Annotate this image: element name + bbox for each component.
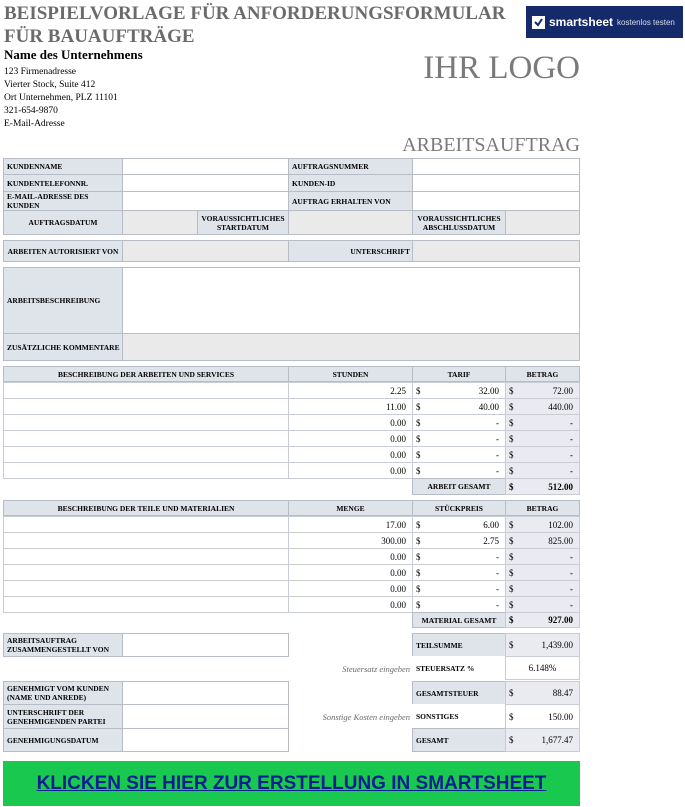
materials-row-rate-cell[interactable] <box>412 564 506 581</box>
materials-row-amount-value: - <box>570 599 573 610</box>
total-tax-label: GESAMTSTEUER <box>412 681 506 705</box>
labor-row-amount-cell <box>505 414 580 431</box>
materials-row-description-cell[interactable] <box>3 532 289 549</box>
email-address: E-Mail-Adresse <box>4 119 65 129</box>
materials-row-rate-cell[interactable] <box>412 516 506 533</box>
materials-row-amount-value: - <box>570 567 573 578</box>
materials-row-qty-cell[interactable]: 17.00 <box>288 516 413 533</box>
address-line: Ort Unternehmen, PLZ 11101 <box>4 93 118 103</box>
label-auftragsdatum: AUFTRAGSDATUM <box>3 210 123 235</box>
label-approved-by: GENEHMIGT VOM KUNDEN (NAME UND ANREDE) <box>3 681 123 705</box>
label-auftrag-erhalten: AUFTRAG ERHALTEN VON <box>288 191 413 211</box>
materials-total-value: 927.00 <box>548 615 573 625</box>
autorisiert-field[interactable] <box>122 240 289 262</box>
labor-row-rate-cell[interactable] <box>412 446 506 463</box>
materials-row-rate-cell[interactable] <box>412 548 506 565</box>
labor-row-description-cell[interactable] <box>3 462 289 479</box>
materials-header-description: BESCHREIBUNG DER TEILE UND MATERIALIEN <box>3 500 289 516</box>
materials-row-description-cell[interactable] <box>3 596 289 613</box>
labor-row-amount-value: 72.00 <box>552 385 573 396</box>
labor-row-amount-cell <box>505 398 580 415</box>
other-costs-input[interactable] <box>505 704 580 729</box>
labor-total-value: 512.00 <box>548 481 573 492</box>
materials-total-label: MATERIAL GESAMT <box>412 612 506 628</box>
currency-symbol: $ <box>416 519 421 530</box>
currency-symbol: $ <box>509 615 514 625</box>
labor-row-description-cell[interactable] <box>3 414 289 431</box>
subtotal-value: 1,439.00 <box>541 640 573 650</box>
subtotal <box>505 633 580 657</box>
labor-row-rate-cell[interactable] <box>412 414 506 431</box>
labor-row-rate-value: 32.00 <box>478 385 499 396</box>
materials-row-qty-cell[interactable]: 300.00 <box>288 532 413 549</box>
labor-row-qty-cell[interactable]: 11.00 <box>288 398 413 415</box>
labor-header-hours: STUNDEN <box>288 366 413 382</box>
kundenname-field[interactable] <box>122 158 289 175</box>
total-tax-value: 88.47 <box>552 688 573 698</box>
labor-row-rate-cell[interactable] <box>412 430 506 447</box>
tax-rate-hint: Steuersatz eingeben <box>342 664 410 674</box>
label-autorisiert: ARBEITEN AUTORISIERT VON <box>3 240 123 262</box>
materials-row-description-cell[interactable] <box>3 580 289 597</box>
currency-symbol: $ <box>416 385 421 396</box>
email-field[interactable] <box>122 191 289 211</box>
labor-row-rate-value: - <box>496 433 499 444</box>
materials-total <box>505 612 580 628</box>
approved-by-field[interactable] <box>122 681 289 705</box>
labor-row-rate-value: - <box>496 465 499 476</box>
currency-symbol: $ <box>509 551 514 562</box>
label-beschreibung: ARBEITSBESCHREIBUNG <box>3 267 123 334</box>
abschlussdatum-field[interactable] <box>505 210 580 235</box>
materials-row-amount-value: 825.00 <box>548 535 573 546</box>
label-signature: UNTERSCHRIFT DER GENEHMIGENDEN PARTEI <box>3 704 123 729</box>
labor-row-amount-value: - <box>570 465 573 476</box>
labor-row-amount-value: 440.00 <box>548 401 573 412</box>
materials-row-amount-cell <box>505 516 580 533</box>
currency-symbol: $ <box>509 640 514 650</box>
materials-row-qty-cell[interactable]: 0.00 <box>288 548 413 565</box>
currency-symbol: $ <box>509 599 514 610</box>
labor-row-rate-value: - <box>496 417 499 428</box>
startdatum-field[interactable] <box>288 210 413 235</box>
grand-total <box>505 728 580 752</box>
materials-row-amount-value: - <box>570 551 573 562</box>
label-abschlussdatum: VORAUSSICHTLICHES ABSCHLUSSDATUM <box>412 210 506 235</box>
materials-row-qty-cell[interactable]: 0.00 <box>288 580 413 597</box>
materials-row-amount-cell <box>505 580 580 597</box>
unterschrift-field[interactable] <box>412 240 580 262</box>
labor-row-amount-value: - <box>570 417 573 428</box>
materials-row-rate-value: - <box>496 567 499 578</box>
labor-header-rate: TARIF <box>412 366 506 382</box>
banner-brand: smartsheet <box>549 15 614 29</box>
labor-row-qty-cell[interactable]: 0.00 <box>288 414 413 431</box>
labor-row-amount-cell <box>505 430 580 447</box>
labor-row-rate-cell[interactable] <box>412 398 506 415</box>
materials-row-rate-cell[interactable] <box>412 532 506 549</box>
labor-total-label: ARBEIT GESAMT <box>412 478 506 495</box>
currency-symbol: $ <box>509 401 514 412</box>
currency-symbol: $ <box>416 433 421 444</box>
grand-total-value: 1,677.47 <box>541 735 573 745</box>
company-name: Name des Unternehmens <box>4 47 143 62</box>
materials-row-amount-value: 102.00 <box>548 519 573 530</box>
currency-symbol: $ <box>509 417 514 428</box>
currency-symbol: $ <box>509 481 514 492</box>
currency-symbol: $ <box>509 465 514 476</box>
label-kundenname: KUNDENNAME <box>3 158 123 175</box>
currency-symbol: $ <box>509 519 514 530</box>
address-line: 123 Firmenadresse <box>4 67 77 77</box>
materials-row-qty-cell[interactable]: 0.00 <box>288 596 413 613</box>
materials-row-description-cell[interactable] <box>3 548 289 565</box>
labor-row-rate-cell[interactable] <box>412 382 506 399</box>
labor-row-rate-value: 40.00 <box>478 401 499 412</box>
create-in-smartsheet-link[interactable]: KLICKEN SIE HIER ZUR ERSTELLUNG IN SMARTSHEET <box>36 772 547 794</box>
label-kommentare: ZUSÄTZLICHE KOMMENTARE <box>3 333 123 361</box>
materials-header-unit-price: STÜCKPREIS <box>412 500 506 516</box>
labor-row-amount-cell <box>505 382 580 399</box>
kommentare-field[interactable] <box>122 333 580 361</box>
label-startdatum: VORAUSSICHTLICHES STARTDATUM <box>197 210 289 235</box>
currency-symbol: $ <box>509 535 514 546</box>
smartsheet-logo-icon <box>532 16 545 29</box>
materials-row-rate-value: 6.00 <box>483 519 499 530</box>
auftragsdatum-field[interactable] <box>122 210 198 235</box>
materials-header-amount: BETRAG <box>505 500 580 516</box>
phone-number: 321-654-9870 <box>4 106 58 116</box>
materials-row-amount-cell <box>505 596 580 613</box>
auftragsnummer-field[interactable] <box>412 158 580 175</box>
other-costs-hint: Sonstige Kosten eingeben <box>322 712 410 722</box>
materials-row-amount-cell <box>505 548 580 565</box>
label-email: E-MAIL-ADRESSE DES KUNDEN <box>3 191 123 211</box>
materials-row-rate-value: - <box>496 583 499 594</box>
currency-symbol: $ <box>509 688 514 698</box>
label-kunden-id: KUNDEN-ID <box>288 174 413 192</box>
label-compiled-by: ARBEITSAUFTRAG ZUSAMMENGESTELLT VON <box>3 633 123 657</box>
currency-symbol: $ <box>509 567 514 578</box>
materials-row-description-cell[interactable] <box>3 564 289 581</box>
materials-row-qty-cell[interactable]: 0.00 <box>288 564 413 581</box>
smartsheet-cta-banner[interactable] <box>3 761 580 806</box>
currency-symbol: $ <box>509 385 514 396</box>
document-title: ARBEITSAUFTRAG <box>402 134 580 156</box>
currency-symbol: $ <box>416 567 421 578</box>
labor-row-amount-value: - <box>570 449 573 460</box>
total-tax <box>505 681 580 705</box>
other-costs-label: SONSTIGES <box>412 704 506 729</box>
materials-header-quantity: MENGE <box>288 500 413 516</box>
currency-symbol: $ <box>416 583 421 594</box>
materials-row-rate-value: 2.75 <box>483 535 499 546</box>
labor-row-qty-cell[interactable]: 0.00 <box>288 462 413 479</box>
subtotal-label: TEILSUMME <box>412 633 506 657</box>
label-unterschrift: UNTERSCHRIFT <box>288 240 413 262</box>
approval-date-field[interactable] <box>122 728 289 752</box>
labor-row-qty-cell[interactable]: 2.25 <box>288 382 413 399</box>
labor-row-amount-cell <box>505 462 580 479</box>
labor-row-description-cell[interactable] <box>3 430 289 447</box>
labor-row-rate-value: - <box>496 449 499 460</box>
materials-row-rate-cell[interactable] <box>412 580 506 597</box>
tax-rate-input[interactable]: 6.148% <box>505 656 580 680</box>
label-auftragsnummer: AUFTRAGSNUMMER <box>288 158 413 175</box>
currency-symbol: $ <box>416 401 421 412</box>
kunden-id-field[interactable] <box>412 174 580 192</box>
materials-row-amount-cell <box>505 564 580 581</box>
page-title: BEISPIELVORLAGE FÜR ANFORDERUNGSFORMULAR FÜR BAUAUFTRÄGE <box>4 3 506 47</box>
compiled-by-field[interactable] <box>122 633 289 657</box>
labor-row-qty-cell[interactable]: 0.00 <box>288 430 413 447</box>
tax-rate-label: STEUERSATZ % <box>412 656 506 680</box>
signature-field[interactable] <box>122 704 289 729</box>
currency-symbol: $ <box>416 599 421 610</box>
currency-symbol: $ <box>416 535 421 546</box>
grand-total-label: GESAMT <box>412 728 506 752</box>
materials-row-rate-value: - <box>496 599 499 610</box>
labor-row-description-cell[interactable] <box>3 446 289 463</box>
labor-header-amount: BETRAG <box>505 366 580 382</box>
beschreibung-field[interactable] <box>122 267 580 334</box>
labor-header-description: BESCHREIBUNG DER ARBEITEN UND SERVICES <box>3 366 289 382</box>
smartsheet-banner[interactable] <box>526 6 683 38</box>
address-line: Vierter Stock, Suite 412 <box>4 80 96 90</box>
currency-symbol: $ <box>509 711 514 722</box>
auftrag-erhalten-field[interactable] <box>412 191 580 211</box>
materials-row-rate-cell[interactable] <box>412 596 506 613</box>
labor-row-qty-cell[interactable]: 0.00 <box>288 446 413 463</box>
label-approval-date: GENEHMIGUNGSDATUM <box>3 728 123 752</box>
currency-symbol: $ <box>416 465 421 476</box>
currency-symbol: $ <box>416 551 421 562</box>
currency-symbol: $ <box>509 433 514 444</box>
labor-row-description-cell[interactable] <box>3 382 289 399</box>
logo-placeholder: IHR LOGO <box>423 50 580 86</box>
kundentelefon-field[interactable] <box>122 174 289 192</box>
currency-symbol: $ <box>509 449 514 460</box>
other-costs-value: 150.00 <box>548 711 573 722</box>
materials-row-amount-cell <box>505 532 580 549</box>
currency-symbol: $ <box>416 417 421 428</box>
currency-symbol: $ <box>416 449 421 460</box>
labor-row-rate-cell[interactable] <box>412 462 506 479</box>
labor-row-description-cell[interactable] <box>3 398 289 415</box>
labor-row-amount-cell <box>505 446 580 463</box>
materials-row-rate-value: - <box>496 551 499 562</box>
banner-cta: kostenlos testen <box>617 17 675 27</box>
currency-symbol: $ <box>509 583 514 594</box>
materials-row-description-cell[interactable] <box>3 516 289 533</box>
labor-row-amount-value: - <box>570 433 573 444</box>
materials-row-amount-value: - <box>570 583 573 594</box>
currency-symbol: $ <box>509 735 514 745</box>
label-kundentelefon: KUNDENTELEFONNR. <box>3 174 123 192</box>
labor-total <box>505 478 580 495</box>
